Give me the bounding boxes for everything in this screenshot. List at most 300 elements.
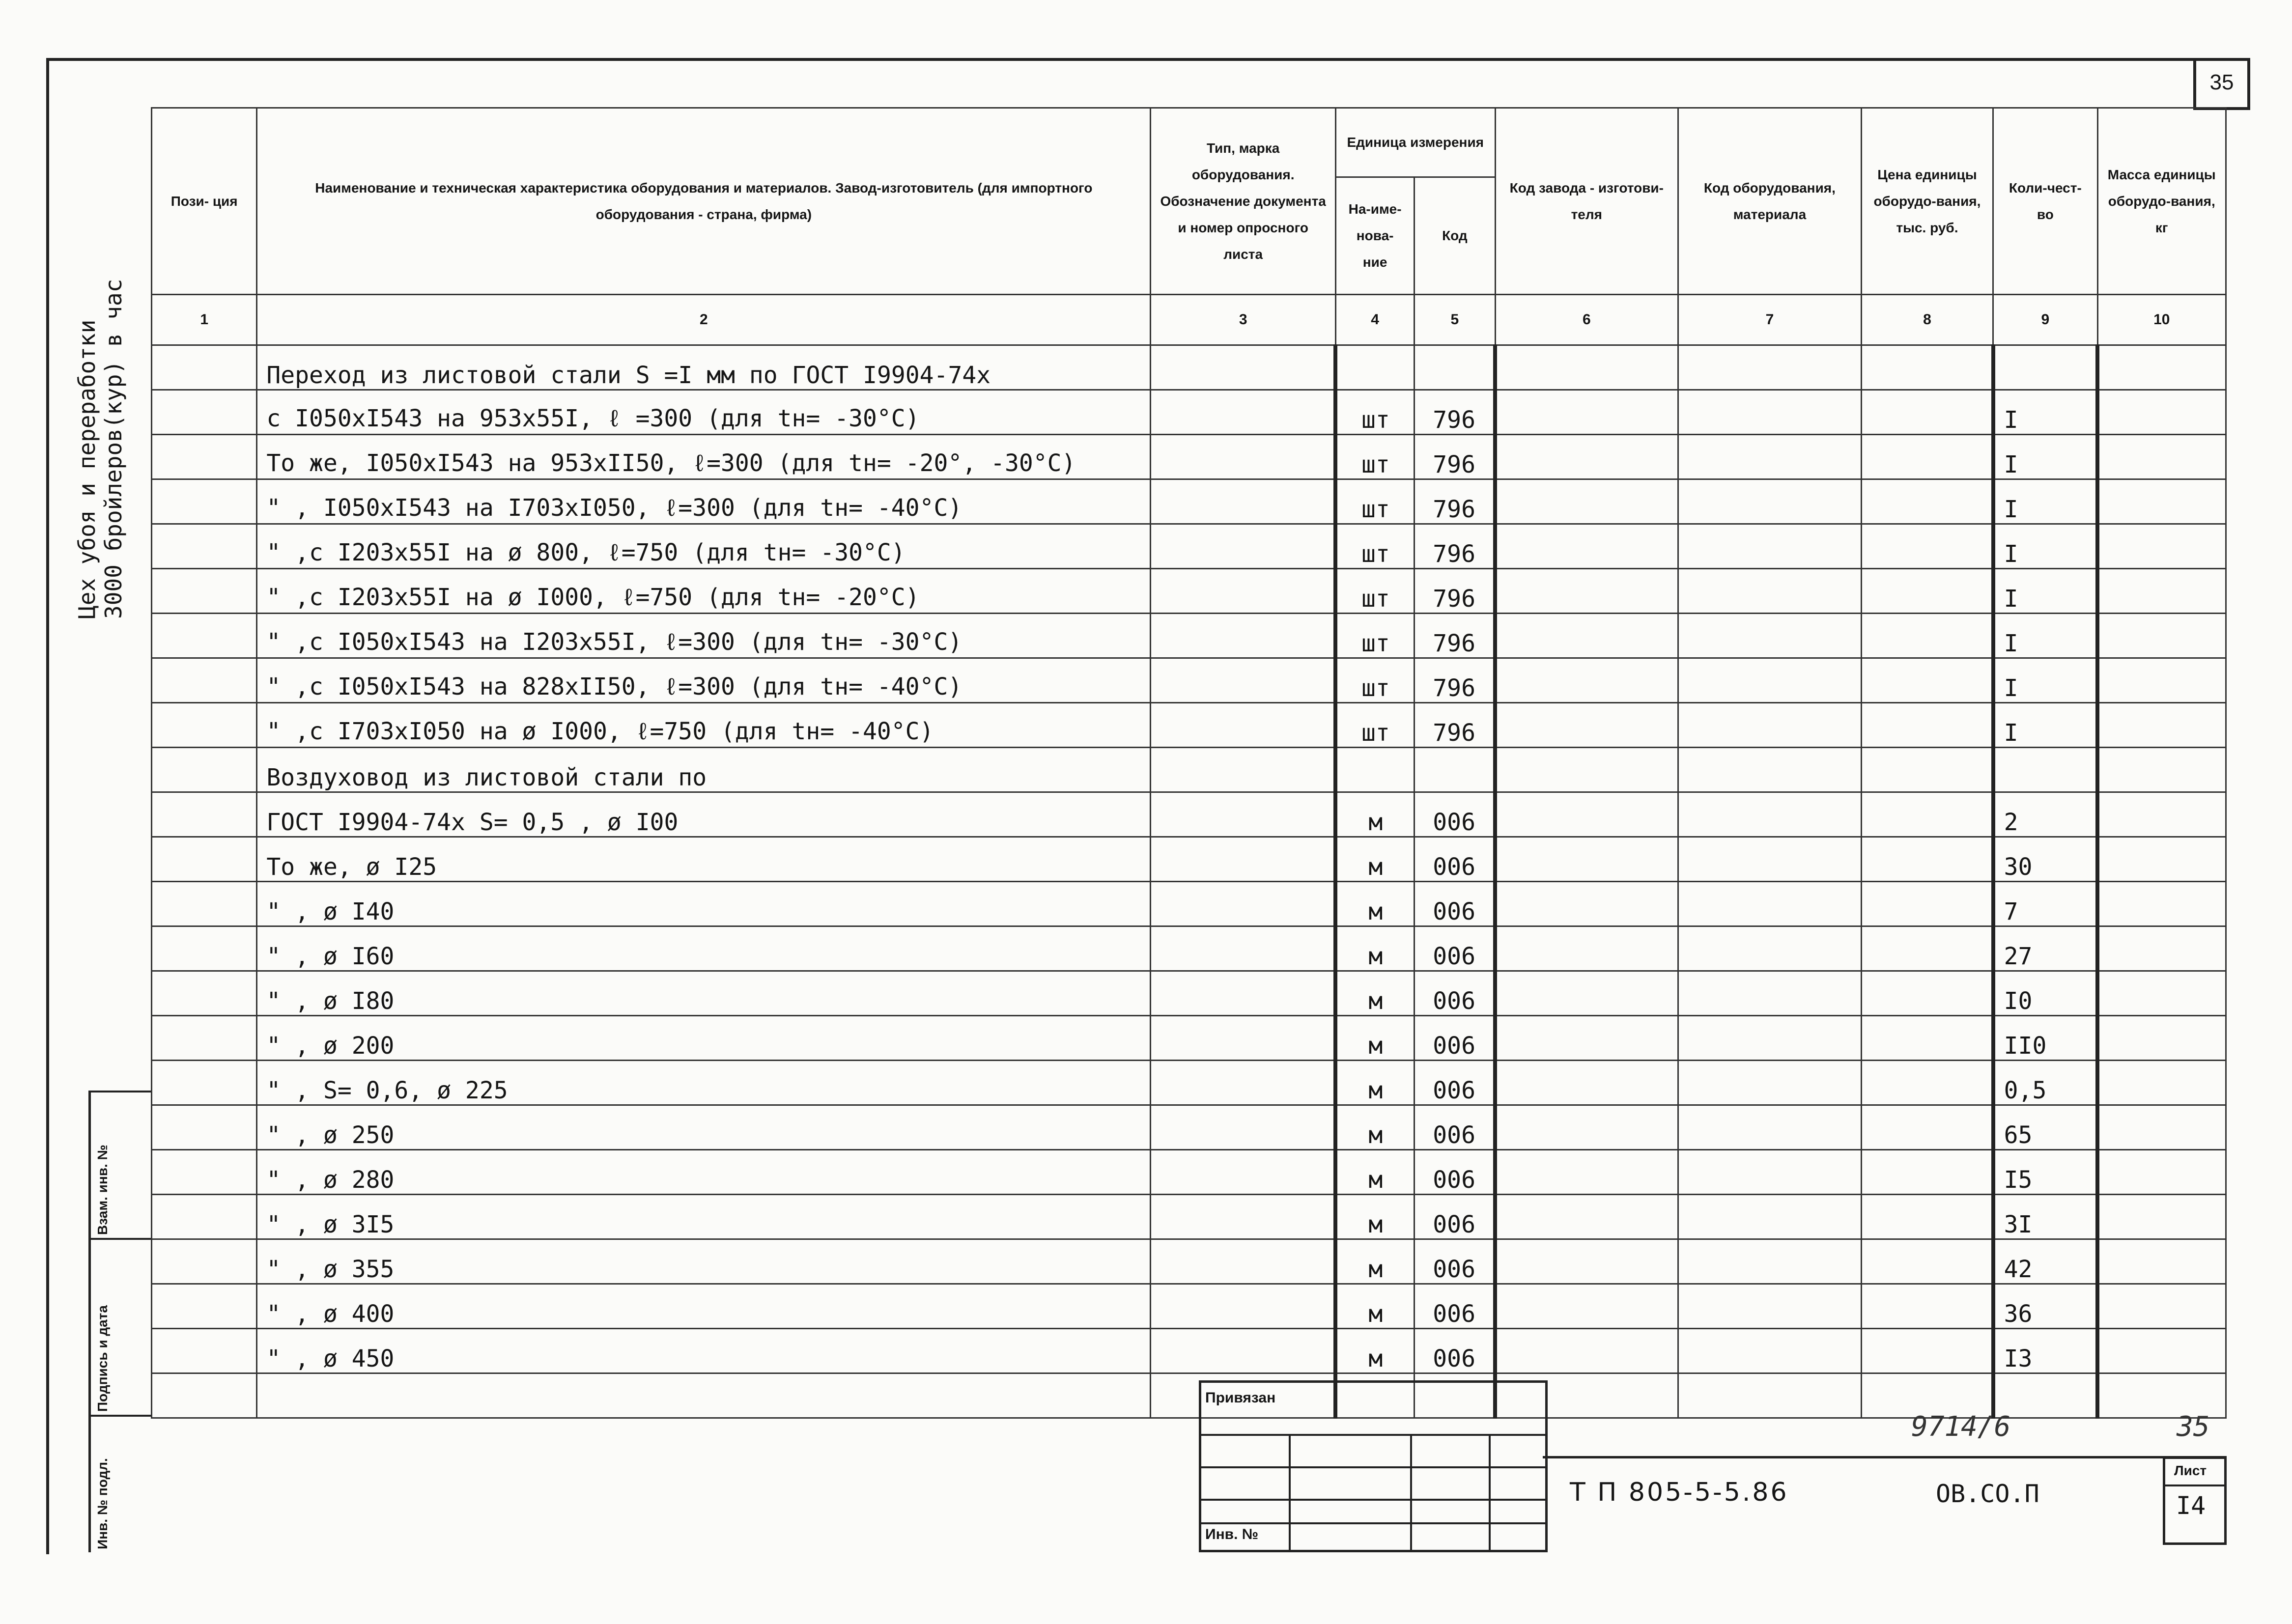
- unit-code-cell: 796: [1415, 479, 1495, 524]
- table-row: [152, 614, 2226, 658]
- plant-code-cell: [1495, 345, 1678, 390]
- column-number: 5: [1415, 295, 1495, 345]
- plant-code-cell: [1495, 435, 1678, 479]
- type-cell: [1151, 748, 1336, 792]
- equipment-code-cell: [1678, 926, 1862, 971]
- price-cell: [1861, 926, 1993, 971]
- column-number: 7: [1678, 295, 1862, 345]
- corner-sheet-number: 35: [2193, 58, 2250, 110]
- position-cell: [152, 1195, 257, 1239]
- unit-code-cell: 006: [1415, 792, 1495, 837]
- unit-name-cell: шт: [1335, 703, 1414, 748]
- name-cell: " , ø 450: [257, 1329, 1151, 1373]
- equipment-code-cell: [1678, 345, 1862, 390]
- type-cell: [1151, 1329, 1336, 1373]
- quantity-cell: I: [1993, 703, 2097, 748]
- position-cell: [152, 792, 257, 837]
- handwritten-number: 9714/6: [1911, 1411, 2011, 1443]
- unit-name-cell: м: [1335, 971, 1414, 1016]
- mass-cell: [2097, 390, 2226, 435]
- table-row: [152, 1061, 2226, 1105]
- price-cell: [1861, 1195, 1993, 1239]
- header-price: Цена единицы оборудо-вания, тыс. руб.: [1861, 108, 1993, 295]
- column-number: 4: [1335, 295, 1414, 345]
- position-cell: [152, 658, 257, 703]
- quantity-cell: 42: [1993, 1239, 2097, 1284]
- equipment-code-cell: [1678, 1329, 1862, 1373]
- table-row: [152, 1284, 2226, 1329]
- unit-name-cell: м: [1335, 1284, 1414, 1329]
- column-number: 6: [1495, 295, 1678, 345]
- position-cell: [152, 1150, 257, 1195]
- sheet-number: I4: [2176, 1491, 2206, 1520]
- price-cell: [1861, 614, 1993, 658]
- position-cell: [152, 748, 257, 792]
- quantity-cell: I: [1993, 614, 2097, 658]
- price-cell: [1861, 1016, 1993, 1061]
- type-cell: [1151, 524, 1336, 569]
- quantity-cell: I0: [1993, 971, 2097, 1016]
- plant-code-cell: [1495, 1195, 1678, 1239]
- mass-cell: [2097, 1329, 2226, 1373]
- mass-cell: [2097, 1061, 2226, 1105]
- name-cell: " ,с I203x55I на ø 800, ℓ=750 (для tн= -30°С): [257, 524, 1151, 569]
- price-cell: [1861, 1061, 1993, 1105]
- unit-name-cell: шт: [1335, 658, 1414, 703]
- position-cell: [152, 524, 257, 569]
- price-cell: [1861, 569, 1993, 614]
- unit-code-cell: 796: [1415, 524, 1495, 569]
- name-cell: " ,с I203x55I на ø I000, ℓ=750 (для tн= -20°С): [257, 569, 1151, 614]
- plant-code-cell: [1495, 1239, 1678, 1284]
- header-position: Пози- ция: [152, 108, 257, 295]
- quantity-cell: I: [1993, 658, 2097, 703]
- specification-table: [151, 107, 2227, 1419]
- plant-code-cell: [1495, 837, 1678, 882]
- plant-code-cell: [1495, 882, 1678, 926]
- name-cell: " ,с I050xI543 на 828xII50, ℓ=300 (для tн= -40°С): [257, 658, 1151, 703]
- price-cell: [1861, 658, 1993, 703]
- name-cell: " , ø I80: [257, 971, 1151, 1016]
- unit-name-cell: [1335, 748, 1414, 792]
- header-quantity: Коли-чест-во: [1993, 108, 2097, 295]
- unit-code-cell: 006: [1415, 837, 1495, 882]
- position-cell: [152, 1373, 257, 1418]
- position-cell: [152, 1239, 257, 1284]
- quantity-cell: [1993, 748, 2097, 792]
- stamp-cell-signature: [91, 1238, 151, 1417]
- unit-name-cell: шт: [1335, 390, 1414, 435]
- unit-code-cell: 006: [1415, 926, 1495, 971]
- document-number: Т П 805-5-5.86: [1570, 1478, 1789, 1507]
- table-row: [152, 882, 2226, 926]
- price-cell: [1861, 345, 1993, 390]
- table-row: [152, 1150, 2226, 1195]
- type-cell: [1151, 926, 1336, 971]
- equipment-code-cell: [1678, 882, 1862, 926]
- unit-code-cell: 796: [1415, 435, 1495, 479]
- plant-code-cell: [1495, 390, 1678, 435]
- plant-code-cell: [1495, 569, 1678, 614]
- equipment-code-cell: [1678, 792, 1862, 837]
- equipment-code-cell: [1678, 479, 1862, 524]
- unit-code-cell: 006: [1415, 1239, 1495, 1284]
- table-row: [152, 1329, 2226, 1373]
- unit-name-cell: м: [1335, 1239, 1414, 1284]
- price-cell: [1861, 524, 1993, 569]
- equipment-code-cell: [1678, 971, 1862, 1016]
- equipment-code-cell: [1678, 390, 1862, 435]
- mass-cell: [2097, 882, 2226, 926]
- quantity-cell: 65: [1993, 1105, 2097, 1150]
- table-row: [152, 926, 2226, 971]
- equipment-code-cell: [1678, 569, 1862, 614]
- equipment-code-cell: [1678, 837, 1862, 882]
- unit-code-cell: 006: [1415, 1150, 1495, 1195]
- position-cell: [152, 435, 257, 479]
- position-cell: [152, 1284, 257, 1329]
- name-cell: Воздуховод из листовой стали по: [257, 748, 1151, 792]
- plant-code-cell: [1495, 1016, 1678, 1061]
- mass-cell: [2097, 1105, 2226, 1150]
- name-cell: " ,с I703xI050 на ø I000, ℓ=750 (для tн= -40°С): [257, 703, 1151, 748]
- equipment-code-cell: [1678, 435, 1862, 479]
- approval-stamp: [88, 1091, 151, 1552]
- name-cell: с I050xI543 на 953x55I, ℓ =300 (для tн= -30°С): [257, 390, 1151, 435]
- header-equipment-code: Код оборудования, материала: [1678, 108, 1862, 295]
- price-cell: [1861, 1150, 1993, 1195]
- unit-name-cell: м: [1335, 1329, 1414, 1373]
- table-row: [152, 792, 2226, 837]
- column-number: 2: [257, 295, 1151, 345]
- mass-cell: [2097, 524, 2226, 569]
- name-cell: [257, 1373, 1151, 1418]
- name-cell: " , ø 200: [257, 1016, 1151, 1061]
- position-cell: [152, 390, 257, 435]
- type-cell: [1151, 479, 1336, 524]
- name-cell: " , ø I60: [257, 926, 1151, 971]
- equipment-code-cell: [1678, 748, 1862, 792]
- quantity-cell: I: [1993, 435, 2097, 479]
- type-cell: [1151, 971, 1336, 1016]
- unit-name-cell: м: [1335, 1016, 1414, 1061]
- table-row: [152, 524, 2226, 569]
- table-row: [152, 748, 2226, 792]
- unit-name-cell: м: [1335, 926, 1414, 971]
- table-row: [152, 345, 2226, 390]
- table-row: [152, 837, 2226, 882]
- position-cell: [152, 971, 257, 1016]
- name-cell: " , I050xI543 на I703xI050, ℓ=300 (для tн= -40°С): [257, 479, 1151, 524]
- header-plant-code: Код завода - изготови-теля: [1495, 108, 1678, 295]
- table-row: [152, 703, 2226, 748]
- quantity-cell: I: [1993, 569, 2097, 614]
- type-cell: [1151, 435, 1336, 479]
- column-number: 10: [2097, 295, 2226, 345]
- type-cell: [1151, 614, 1336, 658]
- unit-name-cell: м: [1335, 1195, 1414, 1239]
- mass-cell: [2097, 971, 2226, 1016]
- type-cell: [1151, 703, 1336, 748]
- plant-code-cell: [1495, 703, 1678, 748]
- column-number-row: [152, 295, 2226, 345]
- position-cell: [152, 1016, 257, 1061]
- header-type: Тип, марка оборудования. Обозначение документа и номер опросного листа: [1151, 108, 1336, 295]
- equipment-code-cell: [1678, 524, 1862, 569]
- name-cell: " , ø 3I5: [257, 1195, 1151, 1239]
- column-number: 1: [152, 295, 257, 345]
- unit-name-cell: м: [1335, 1061, 1414, 1105]
- quantity-cell: 7: [1993, 882, 2097, 926]
- table-row: [152, 971, 2226, 1016]
- price-cell: [1861, 435, 1993, 479]
- header-unit-code: Код: [1415, 177, 1495, 295]
- position-cell: [152, 1329, 257, 1373]
- plant-code-cell: [1495, 524, 1678, 569]
- price-cell: [1861, 390, 1993, 435]
- unit-name-cell: м: [1335, 882, 1414, 926]
- name-cell: " , ø 400: [257, 1284, 1151, 1329]
- plant-code-cell: [1495, 971, 1678, 1016]
- sheet-box: [2163, 1456, 2227, 1545]
- position-cell: [152, 345, 257, 390]
- unit-name-cell: шт: [1335, 524, 1414, 569]
- price-cell: [1861, 971, 1993, 1016]
- equipment-code-cell: [1678, 1195, 1862, 1239]
- type-cell: [1151, 882, 1336, 926]
- mass-cell: [2097, 1150, 2226, 1195]
- quantity-cell: I: [1993, 390, 2097, 435]
- quantity-cell: I5: [1993, 1150, 2097, 1195]
- plant-code-cell: [1495, 748, 1678, 792]
- table-row: [152, 658, 2226, 703]
- position-cell: [152, 569, 257, 614]
- unit-code-cell: 006: [1415, 1284, 1495, 1329]
- price-cell: [1861, 1239, 1993, 1284]
- equipment-code-cell: [1678, 1150, 1862, 1195]
- position-cell: [152, 614, 257, 658]
- type-cell: [1151, 1061, 1336, 1105]
- unit-code-cell: [1415, 748, 1495, 792]
- mass-cell: [2097, 658, 2226, 703]
- side-title-line-2: 3000 бройлеров(кур) в час: [100, 279, 127, 619]
- name-cell: " , ø 280: [257, 1150, 1151, 1195]
- plant-code-cell: [1495, 479, 1678, 524]
- unit-code-cell: 796: [1415, 569, 1495, 614]
- type-cell: [1151, 837, 1336, 882]
- position-cell: [152, 882, 257, 926]
- type-cell: [1151, 345, 1336, 390]
- unit-name-cell: м: [1335, 837, 1414, 882]
- unit-name-cell: [1335, 345, 1414, 390]
- mass-cell: [2097, 345, 2226, 390]
- mass-cell: [2097, 837, 2226, 882]
- header-row: [152, 108, 2226, 177]
- plant-code-cell: [1495, 792, 1678, 837]
- column-number: 8: [1861, 295, 1993, 345]
- table-row: [152, 390, 2226, 435]
- table-row: [152, 1016, 2226, 1061]
- unit-name-cell: шт: [1335, 435, 1414, 479]
- header-unit-group: Единица измерения: [1335, 108, 1495, 177]
- position-cell: [152, 1105, 257, 1150]
- position-cell: [152, 479, 257, 524]
- binding-grid: [1199, 1380, 1548, 1552]
- type-cell: [1151, 1016, 1336, 1061]
- unit-code-cell: 006: [1415, 1016, 1495, 1061]
- stamp-cell-replace: [91, 1091, 151, 1240]
- stamp-label-replace: Взам. инв. №: [95, 1145, 110, 1235]
- quantity-cell: I: [1993, 479, 2097, 524]
- title-block: [1199, 1380, 2227, 1547]
- type-cell: [1151, 658, 1336, 703]
- unit-code-cell: 796: [1415, 658, 1495, 703]
- unit-code-cell: 796: [1415, 703, 1495, 748]
- mass-cell: [2097, 703, 2226, 748]
- stamp-label-original: Инв. № подл.: [95, 1458, 110, 1549]
- mass-cell: [2097, 926, 2226, 971]
- quantity-cell: I3: [1993, 1329, 2097, 1373]
- mass-cell: [2097, 1284, 2226, 1329]
- type-cell: [1151, 1195, 1336, 1239]
- equipment-code-cell: [1678, 1284, 1862, 1329]
- quantity-cell: 2: [1993, 792, 2097, 837]
- equipment-code-cell: [1678, 614, 1862, 658]
- price-cell: [1861, 792, 1993, 837]
- mass-cell: [2097, 792, 2226, 837]
- price-cell: [1861, 1329, 1993, 1373]
- price-cell: [1861, 748, 1993, 792]
- table-row: [152, 1195, 2226, 1239]
- table-row: [152, 1239, 2226, 1284]
- name-cell: " , S= 0,6, ø 225: [257, 1061, 1151, 1105]
- quantity-cell: 3I: [1993, 1195, 2097, 1239]
- equipment-code-cell: [1678, 658, 1862, 703]
- type-cell: [1151, 1150, 1336, 1195]
- type-cell: [1151, 792, 1336, 837]
- table-row: [152, 435, 2226, 479]
- quantity-cell: [1993, 345, 2097, 390]
- type-cell: [1151, 569, 1336, 614]
- unit-code-cell: 006: [1415, 882, 1495, 926]
- document-code: ОВ.СО.П: [1936, 1480, 2039, 1508]
- type-cell: [1151, 1284, 1336, 1329]
- name-cell: То же, I050xI543 на 953xII50, ℓ=300 (для tн= -20°, -30°С): [257, 435, 1151, 479]
- unit-code-cell: 006: [1415, 1105, 1495, 1150]
- name-cell: " , ø 250: [257, 1105, 1151, 1150]
- quantity-cell: 27: [1993, 926, 2097, 971]
- equipment-code-cell: [1678, 703, 1862, 748]
- handwritten-sheet: 35: [2177, 1411, 2210, 1443]
- stamp-cell-original: [91, 1415, 151, 1554]
- side-title-line-1: Цех убоя и переработки: [74, 319, 100, 619]
- mass-cell: [2097, 614, 2226, 658]
- table-row: [152, 569, 2226, 614]
- position-cell: [152, 837, 257, 882]
- unit-code-cell: 006: [1415, 1061, 1495, 1105]
- bound-label: Привязан: [1205, 1390, 1276, 1406]
- unit-name-cell: м: [1335, 792, 1414, 837]
- unit-code-cell: 006: [1415, 1195, 1495, 1239]
- price-cell: [1861, 1105, 1993, 1150]
- plant-code-cell: [1495, 614, 1678, 658]
- quantity-cell: 0,5: [1993, 1061, 2097, 1105]
- name-cell: ГОСТ I9904-74x S= 0,5 , ø I00: [257, 792, 1151, 837]
- name-cell: " ,с I050xI543 на I203x55I, ℓ=300 (для tн= -30°С): [257, 614, 1151, 658]
- header-name: Наименование и техническая характеристика оборудования и материалов. Завод-изготовитель (для импортного оборудования - страна, фирма): [257, 108, 1151, 295]
- quantity-cell: 30: [1993, 837, 2097, 882]
- plant-code-cell: [1495, 1329, 1678, 1373]
- unit-code-cell: 796: [1415, 390, 1495, 435]
- type-cell: [1151, 1105, 1336, 1150]
- mass-cell: [2097, 1239, 2226, 1284]
- unit-code-cell: 006: [1415, 971, 1495, 1016]
- equipment-code-cell: [1678, 1061, 1862, 1105]
- header-unit-name: На-име-нова-ние: [1335, 177, 1414, 295]
- inventory-label: Инв. №: [1205, 1526, 1259, 1542]
- price-cell: [1861, 479, 1993, 524]
- mass-cell: [2097, 1016, 2226, 1061]
- name-cell: " , ø I40: [257, 882, 1151, 926]
- quantity-cell: II0: [1993, 1016, 2097, 1061]
- plant-code-cell: [1495, 926, 1678, 971]
- quantity-cell: 36: [1993, 1284, 2097, 1329]
- equipment-code-cell: [1678, 1016, 1862, 1061]
- plant-code-cell: [1495, 1061, 1678, 1105]
- unit-code-cell: 796: [1415, 614, 1495, 658]
- name-cell: " , ø 355: [257, 1239, 1151, 1284]
- unit-name-cell: м: [1335, 1150, 1414, 1195]
- equipment-code-cell: [1678, 1239, 1862, 1284]
- mass-cell: [2097, 435, 2226, 479]
- unit-name-cell: шт: [1335, 614, 1414, 658]
- table-body: [152, 345, 2226, 1418]
- plant-code-cell: [1495, 1150, 1678, 1195]
- name-cell: Переход из листовой стали S =I мм по ГОСТ I9904-74x: [257, 345, 1151, 390]
- stamp-label-signature: Подпись и дата: [95, 1305, 110, 1412]
- position-cell: [152, 926, 257, 971]
- mass-cell: [2097, 479, 2226, 524]
- equipment-code-cell: [1678, 1105, 1862, 1150]
- plant-code-cell: [1495, 1284, 1678, 1329]
- unit-code-cell: [1415, 345, 1495, 390]
- column-number: 3: [1151, 295, 1336, 345]
- table-row: [152, 1105, 2226, 1150]
- table-row: [152, 479, 2226, 524]
- mass-cell: [2097, 1195, 2226, 1239]
- price-cell: [1861, 703, 1993, 748]
- unit-name-cell: шт: [1335, 479, 1414, 524]
- plant-code-cell: [1495, 1105, 1678, 1150]
- plant-code-cell: [1495, 658, 1678, 703]
- position-cell: [152, 703, 257, 748]
- type-cell: [1151, 390, 1336, 435]
- side-title: [74, 279, 127, 619]
- price-cell: [1861, 1284, 1993, 1329]
- unit-code-cell: 006: [1415, 1329, 1495, 1373]
- price-cell: [1861, 882, 1993, 926]
- type-cell: [1151, 1239, 1336, 1284]
- sheet-label: Лист: [2174, 1463, 2207, 1478]
- name-cell: То же, ø I25: [257, 837, 1151, 882]
- price-cell: [1861, 837, 1993, 882]
- position-cell: [152, 1061, 257, 1105]
- column-number: 9: [1993, 295, 2097, 345]
- unit-name-cell: м: [1335, 1105, 1414, 1150]
- header-mass: Масса единицы оборудо-вания, кг: [2097, 108, 2226, 295]
- mass-cell: [2097, 748, 2226, 792]
- mass-cell: [2097, 569, 2226, 614]
